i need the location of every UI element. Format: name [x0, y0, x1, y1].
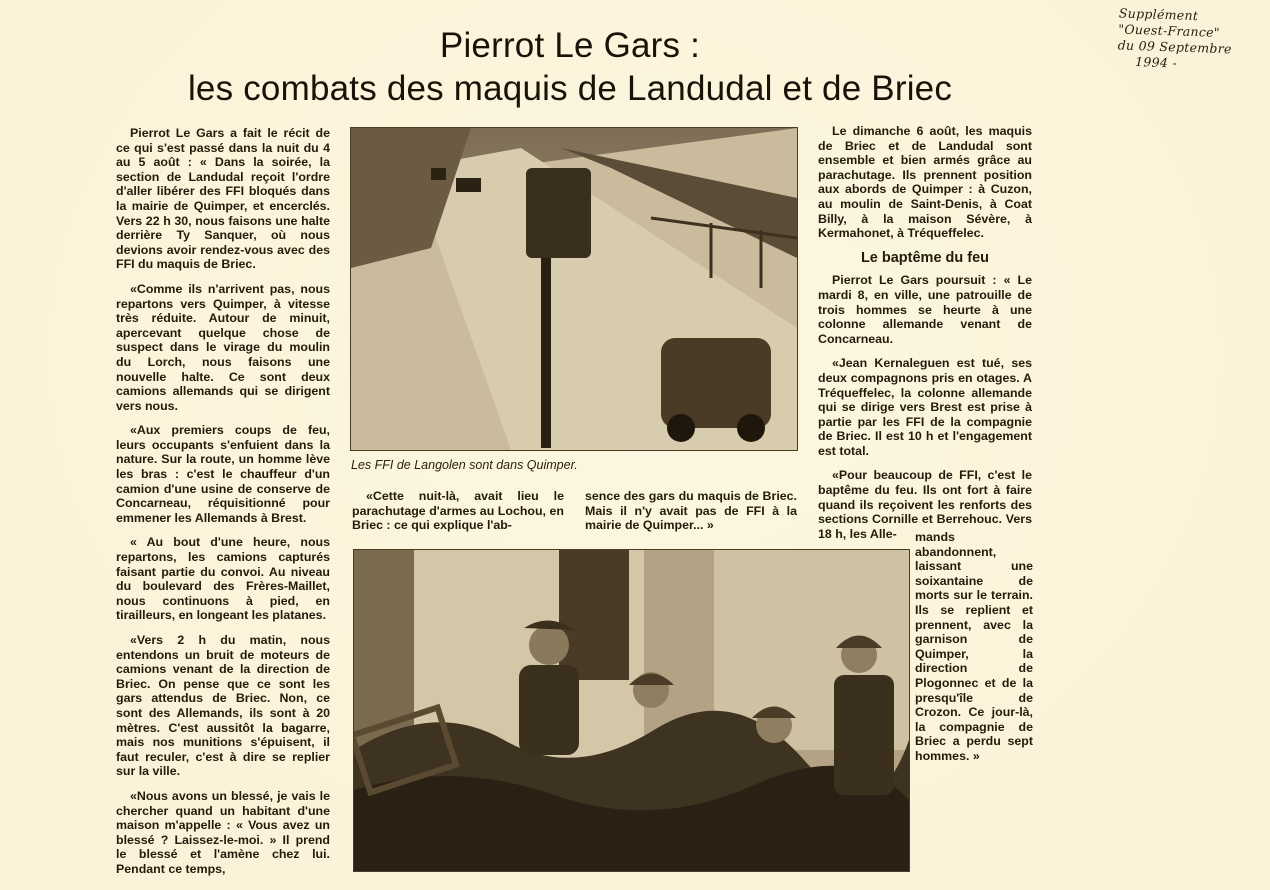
headline: [120, 24, 1020, 110]
middle-text-right: [585, 489, 797, 543]
paragraph: «Nous avons un blessé, je vais le chercher quand un habitant d'une maison m'appelle : « Vous avez un blessé ? Laissez-le-moi. » Il prend le blessé et l'amène chez lui. Pendant ce temps,: [116, 788, 330, 876]
article-column-3: [818, 124, 1032, 551]
paragraph: «Jean Kernaleguen est tué, ses deux compagnons pris en otages. A Tréqueffelec, la colonne allemande qui se dirige vers Brest est prise à partie par les FFI de la compagnie de Briec. Il est 10 h et l'engagement est total.: [818, 356, 1032, 458]
subheading: Le baptême du feu: [860, 249, 990, 266]
middle-text-left: [352, 489, 564, 543]
paragraph: «Comme ils n'arrivent pas, nous repartons vers Quimper, à vitesse très réduite. Autour de minuit, apercevant quelque chose de suspect dans le virage du moulin du Lorch, nous faisons une nouvelle halte. Ce sont deux camions allemands qui se dirigent vers nous.: [116, 281, 330, 413]
paragraph: mands abandonnent, laissant une soixantaine de morts sur le terrain. Ils se replient et prennent, avec la garnison de Quimper, la direction de Plogonnec et de la presqu'île de Crozon. Ce jour-là, la compagnie de Briec a perdu sept hommes. »: [915, 530, 1033, 763]
paragraph: «Pour beaucoup de FFI, c'est le baptême du feu. Ils ont fort à faire quand ils reçoivent les renforts des sections Cornille et Berrehouc. Vers 18 h, les Alle-: [818, 468, 1032, 541]
handwritten-note: [1117, 5, 1269, 74]
photo-ffi-fighters: [353, 549, 910, 872]
note-line-1: Supplément: [1118, 5, 1199, 24]
note-line-4: 1994 -: [1134, 54, 1178, 71]
article-column-3-continued: [915, 530, 1033, 774]
paragraph: sence des gars du maquis de Briec. Mais il n'y avait pas de FFI à la mairie de Quimper... »: [585, 489, 797, 533]
paragraph: Le dimanche 6 août, les maquis de Briec et de Landudal sont ensemble et bien armés grâce au parachutage. Ils prennent position aux abords de Quimper : à Cuzon, au moulin de Saint-Denis, à Coat Billy, à la maison Sévère, à Kermahonet, à Tréqueffelec.: [818, 124, 1032, 241]
paragraph: «Cette nuit-là, avait lieu le parachutage d'armes au Lochou, en Briec : ce qui explique l'ab-: [352, 489, 564, 533]
headline-line-1: Pierrot Le Gars :: [439, 26, 701, 65]
paragraph: « Au bout d'une heure, nous repartons, les camions capturés faisant partie du convoi. Au niveau du boulevard des Frères-Maillet, nous continuons à pied, en tirailleurs, en longeant les platanes.: [116, 535, 330, 623]
paragraph: Pierrot Le Gars a fait le récit de ce qui s'est passé dans la nuit du 4 au 5 août : « Dans la soirée, la section de Landudal reçoit l'ordre d'aller libérer des FFI bloqués dans la mairie de Quimper, et encerclés. Vers 22 h 30, nous faisons une halte derrière Ty Sanquer, où nous devions avoir rendez-vous avec des FFI du maquis de Briec.: [116, 126, 330, 272]
note-line-3: du 09 Septembre: [1117, 37, 1232, 57]
photo-street-vehicles: [350, 127, 798, 451]
headline-line-2: les combats des maquis de Landudal et de Briec: [187, 69, 953, 108]
paragraph: Pierrot Le Gars poursuit : « Le mardi 8, en ville, une patrouille de trois hommes se heurte à une colonne allemande venant de Concarneau.: [818, 273, 1032, 346]
photo-caption: Les FFI de Langolen sont dans Quimper.: [351, 458, 578, 472]
paragraph: «Vers 2 h du matin, nous entendons un bruit de moteurs de camions venant de la direction de Briec. On pense que ce sont les gars attendus de Briec. Non, ce sont des Allemands, ils sont à 20 mètres. C'est aussitôt la bagarre, mais nos munitions s'épuisent, il faut reculer, c'est à dire se replier sur la ville.: [116, 633, 330, 779]
paragraph: «Aux premiers coups de feu, leurs occupants s'enfuient dans la nature. Sur la route, un homme lève les bras : c'est le chauffeur d'un camion d'une usine de conserve de Concarneau, réquisitionné pour emmener les Allemands à Brest.: [116, 423, 330, 525]
article-column-1: [116, 126, 330, 887]
note-line-2: "Ouest-France": [1118, 21, 1221, 40]
